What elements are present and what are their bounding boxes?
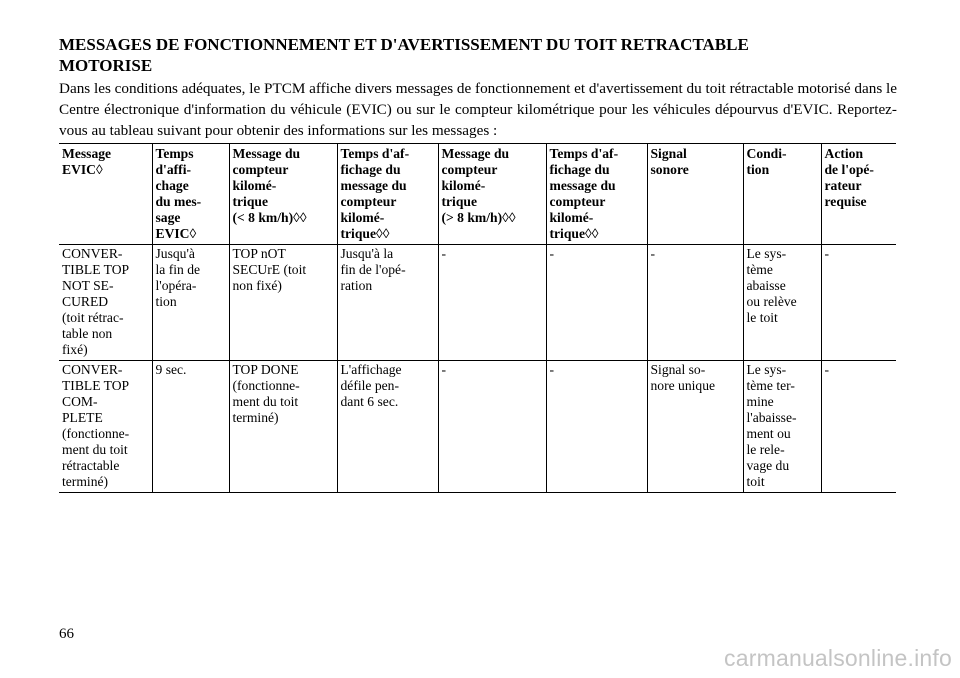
column-header bbox=[59, 144, 152, 245]
table-cell-line: abaisse bbox=[746, 278, 786, 293]
table-cell-line: Le sys- bbox=[746, 362, 787, 377]
column-header-line: message du bbox=[549, 178, 616, 193]
table-cell-line: - bbox=[824, 362, 830, 377]
table-cell bbox=[229, 361, 337, 493]
table-cell-line: tème bbox=[746, 262, 773, 277]
column-header-line: compteur bbox=[549, 194, 606, 209]
table-cell-line: ment ou bbox=[746, 426, 791, 441]
column-header-line: EVIC◊ bbox=[62, 162, 103, 177]
column-header-line: rateur bbox=[824, 178, 862, 193]
column-header-line: requise bbox=[824, 194, 867, 209]
table-row bbox=[59, 361, 896, 493]
table-cell-line: TOP nOT bbox=[232, 246, 286, 261]
column-header-line: (< 8 km/h)◊◊ bbox=[232, 210, 307, 225]
table-cell-line: mine bbox=[746, 394, 774, 409]
column-header bbox=[229, 144, 337, 245]
table-cell-line: - bbox=[441, 246, 447, 261]
column-header bbox=[438, 144, 546, 245]
table-cell-line: Signal so- bbox=[650, 362, 706, 377]
table-cell-line: tion bbox=[155, 294, 177, 309]
table-cell-line: toit bbox=[746, 474, 765, 489]
column-header-line: compteur bbox=[340, 194, 397, 209]
section-heading bbox=[59, 34, 899, 76]
table-cell-line: terminé) bbox=[62, 474, 109, 489]
table-cell-line: ou relève bbox=[746, 294, 797, 309]
table-cell bbox=[821, 245, 896, 361]
watermark: carmanualsonline.info bbox=[724, 645, 952, 671]
table-cell-line: tème ter- bbox=[746, 378, 795, 393]
page-number: 66 bbox=[59, 626, 74, 642]
column-header-line: kilomé- bbox=[340, 210, 385, 225]
table-cell bbox=[743, 245, 821, 361]
table-cell-line: - bbox=[650, 246, 656, 261]
table-cell-line: (fonctionne- bbox=[232, 378, 300, 393]
table-cell bbox=[546, 245, 647, 361]
table-cell-line: - bbox=[441, 362, 447, 377]
table-cell bbox=[438, 245, 546, 361]
column-header-line: d'affi- bbox=[155, 162, 191, 177]
table-header bbox=[59, 144, 896, 245]
column-header-line: kilomé- bbox=[232, 178, 277, 193]
table-cell-line: TIBLE TOP bbox=[62, 378, 130, 393]
column-header-line: Signal bbox=[650, 146, 687, 161]
heading-line: MESSAGES DE FONCTIONNEMENT ET D'AVERTISSEMENT DU TOIT RETRACTABLE bbox=[59, 35, 749, 54]
table-cell-line: nore unique bbox=[650, 378, 716, 393]
messages-table bbox=[59, 143, 896, 493]
table-cell bbox=[821, 361, 896, 493]
column-header-line: trique bbox=[441, 194, 477, 209]
table-cell-line: CURED bbox=[62, 294, 109, 309]
table-cell-line: COM- bbox=[62, 394, 98, 409]
table-cell bbox=[337, 245, 438, 361]
column-header-line: trique◊◊ bbox=[340, 226, 390, 241]
column-header-line: compteur bbox=[232, 162, 289, 177]
column-header-line: Temps d'af- bbox=[549, 146, 619, 161]
table-cell-line: Jusqu'à bbox=[155, 246, 195, 261]
table-cell-line: TIBLE TOP bbox=[62, 262, 130, 277]
table-cell-line: fin de l'opé- bbox=[340, 262, 406, 277]
table-cell-line: non fixé) bbox=[232, 278, 282, 293]
table-cell-line: le toit bbox=[746, 310, 778, 325]
table-cell bbox=[229, 245, 337, 361]
column-header-line: tion bbox=[746, 162, 770, 177]
table-cell-line: (toit rétrac- bbox=[62, 310, 124, 325]
table-cell-line: SECUrE (toit bbox=[232, 262, 307, 277]
table-cell bbox=[59, 245, 152, 361]
column-header bbox=[337, 144, 438, 245]
intro-paragraph: Dans les conditions adéquates, le PTCM affiche divers messages de fonctionnement et d'avertissement du toit rétractable motorisé dans le Centre électronique d'information du véhicule (EVIC) ou sur le compteur kilométrique pour les véhicules dépourvus d'EVIC. Reportez-vous au tableau suivant pour obtenir des informations sur les messages : bbox=[59, 80, 897, 139]
table-body bbox=[59, 245, 896, 493]
table-cell bbox=[647, 361, 743, 493]
table-cell-line: Jusqu'à la bbox=[340, 246, 394, 261]
column-header-line: Temps d'af- bbox=[340, 146, 410, 161]
column-header-line: kilomé- bbox=[441, 178, 486, 193]
table-cell-line: table non bbox=[62, 326, 113, 341]
column-header-line: Condi- bbox=[746, 146, 787, 161]
column-header-line: Message du bbox=[232, 146, 301, 161]
column-header-line: fichage du bbox=[549, 162, 610, 177]
column-header bbox=[152, 144, 229, 245]
column-header bbox=[647, 144, 743, 245]
column-header-line: trique◊◊ bbox=[549, 226, 599, 241]
table-cell-line: l'abaisse- bbox=[746, 410, 797, 425]
table-cell-line: - bbox=[549, 362, 555, 377]
table-cell-line: ment du toit bbox=[232, 394, 299, 409]
table-cell bbox=[438, 361, 546, 493]
column-header-line: Temps bbox=[155, 146, 194, 161]
table-cell-line: - bbox=[549, 246, 555, 261]
column-header-line: chage bbox=[155, 178, 189, 193]
table-cell-line: NOT SE- bbox=[62, 278, 114, 293]
column-header-line: Message bbox=[62, 146, 112, 161]
table-cell-line: la fin de bbox=[155, 262, 201, 277]
table-cell bbox=[59, 361, 152, 493]
table-cell bbox=[152, 245, 229, 361]
column-header bbox=[743, 144, 821, 245]
column-header-line: compteur bbox=[441, 162, 498, 177]
table-cell bbox=[337, 361, 438, 493]
column-header-line: sonore bbox=[650, 162, 689, 177]
table-cell-line: terminé) bbox=[232, 410, 279, 425]
table-cell bbox=[743, 361, 821, 493]
table-cell-line: CONVER- bbox=[62, 246, 123, 261]
table-cell-line: TOP DONE bbox=[232, 362, 299, 377]
table-cell-line: l'opéra- bbox=[155, 278, 197, 293]
table-cell-line: défile pen- bbox=[340, 378, 399, 393]
table-cell-line: rétractable bbox=[62, 458, 120, 473]
column-header-line: du mes- bbox=[155, 194, 202, 209]
table-cell-line: - bbox=[824, 246, 830, 261]
table-cell-line: fixé) bbox=[62, 342, 88, 357]
table-cell-line: (fonctionne- bbox=[62, 426, 130, 441]
table-cell-line: vage du bbox=[746, 458, 790, 473]
table-cell-line: ment du toit bbox=[62, 442, 128, 457]
column-header-line: sage bbox=[155, 210, 181, 225]
column-header-line: Action bbox=[824, 146, 864, 161]
column-header-line: fichage du bbox=[340, 162, 401, 177]
header-row bbox=[59, 144, 896, 245]
table-cell-line: L'affichage bbox=[340, 362, 402, 377]
table-cell bbox=[647, 245, 743, 361]
table-cell-line: PLETE bbox=[62, 410, 103, 425]
column-header-line: message du bbox=[340, 178, 407, 193]
column-header-line: EVIC◊ bbox=[155, 226, 197, 241]
column-header-line: de l'opé- bbox=[824, 162, 874, 177]
table-cell-line: ration bbox=[340, 278, 373, 293]
column-header bbox=[546, 144, 647, 245]
table-row bbox=[59, 245, 896, 361]
column-header-line: kilomé- bbox=[549, 210, 594, 225]
table-cell-line: Le sys- bbox=[746, 246, 787, 261]
column-header-line: Message du bbox=[441, 146, 510, 161]
table-cell-line: 9 sec. bbox=[155, 362, 187, 377]
table-cell bbox=[546, 361, 647, 493]
table-cell-line: dant 6 sec. bbox=[340, 394, 399, 409]
column-header bbox=[821, 144, 896, 245]
table-cell bbox=[152, 361, 229, 493]
column-header-line: (> 8 km/h)◊◊ bbox=[441, 210, 516, 225]
table-cell-line: CONVER- bbox=[62, 362, 123, 377]
column-header-line: trique bbox=[232, 194, 268, 209]
table-cell-line: le rele- bbox=[746, 442, 785, 457]
heading-line: MOTORISE bbox=[59, 56, 153, 75]
